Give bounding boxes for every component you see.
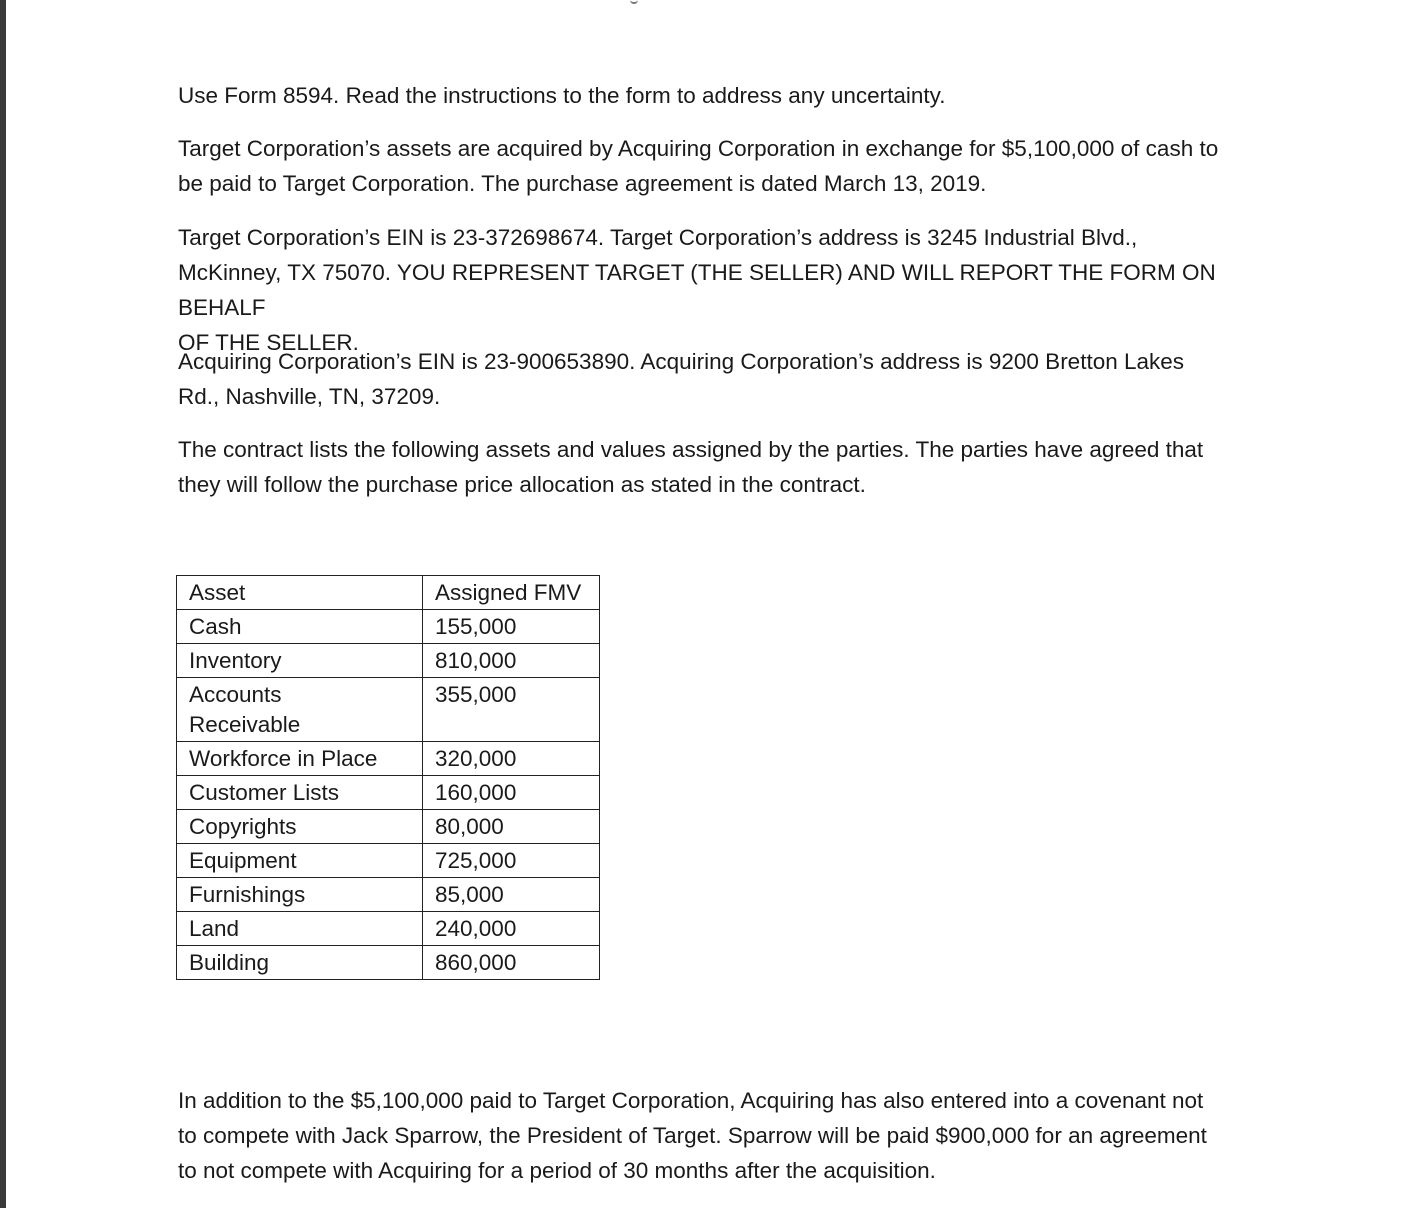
asset-name: Land [177, 912, 423, 946]
asset-fmv: 160,000 [423, 776, 600, 810]
acquiring-info-line-1: Acquiring Corporation’s EIN is 23-900653890. Acquiring Corporation’s address is 9200 Bretton Lakes [178, 349, 1185, 374]
acquiring-info-paragraph [178, 344, 1308, 414]
asset-name: Equipment [177, 844, 423, 878]
covenant-line-3: to not compete with Acquiring for a period of 30 months after the acquisition. [178, 1158, 936, 1183]
asset-fmv: 810,000 [423, 644, 600, 678]
asset-fmv: 860,000 [423, 946, 600, 980]
asset-name [177, 678, 423, 742]
asset-name-line-2: Receivable [189, 712, 301, 737]
asset-fmv: 355,000 [423, 678, 600, 742]
page-left-edge [0, 0, 6, 1208]
asset-name: Customer Lists [177, 776, 423, 810]
table-row [177, 644, 600, 678]
asset-fmv: 80,000 [423, 810, 600, 844]
asset-fmv: 320,000 [423, 742, 600, 776]
instruction-line: Use Form 8594. Read the instructions to the form to address any uncertainty. [178, 83, 946, 108]
covenant-paragraph [178, 1083, 1308, 1188]
asset-name: Cash [177, 610, 423, 644]
acquisition-line-2: be paid to Target Corporation. The purchase agreement is dated March 13, 2019. [178, 171, 987, 196]
table-row [177, 912, 600, 946]
contract-paragraph [178, 432, 1308, 502]
acquisition-paragraph [178, 131, 1308, 201]
target-info-line-2: McKinney, TX 75070. YOU REPRESENT TARGET (THE SELLER) AND WILL REPORT THE FORM ON BEHALF [178, 260, 1216, 320]
table-row [177, 776, 600, 810]
document-page [178, 0, 1308, 1208]
asset-allocation-table [176, 575, 600, 980]
target-info-line-1: Target Corporation’s EIN is 23-372698674. Target Corporation’s address is 3245 Industrial Blvd., [178, 225, 1138, 250]
asset-fmv: 85,000 [423, 878, 600, 912]
asset-name: Inventory [177, 644, 423, 678]
target-info-line-3: OF THE SELLER. [178, 330, 359, 355]
instruction-paragraph [178, 78, 1308, 113]
table-row [177, 742, 600, 776]
asset-name: Furnishings [177, 878, 423, 912]
table-row [177, 810, 600, 844]
target-info-paragraph [178, 220, 1308, 360]
table-row [177, 946, 600, 980]
acquisition-line-1: Target Corporation’s assets are acquired by Acquiring Corporation in exchange for $5,100,000 of cash to [178, 136, 1219, 161]
contract-line-2: they will follow the purchase price allocation as stated in the contract. [178, 472, 866, 497]
covenant-line-2: to compete with Jack Sparrow, the President of Target. Sparrow will be paid $900,000 for an agreement [178, 1123, 1207, 1148]
asset-name: Workforce in Place [177, 742, 423, 776]
table-row [177, 878, 600, 912]
cursor-mark [630, 0, 638, 4]
covenant-line-1: In addition to the $5,100,000 paid to Target Corporation, Acquiring has also entered into a covenant not [178, 1088, 1204, 1113]
acquiring-info-line-2: Rd., Nashville, TN, 37209. [178, 384, 441, 409]
asset-fmv: 155,000 [423, 610, 600, 644]
header-asset: Asset [177, 576, 423, 610]
asset-name: Building [177, 946, 423, 980]
table-header-row [177, 576, 600, 610]
table-row [177, 610, 600, 644]
table-row [177, 678, 600, 742]
asset-fmv: 240,000 [423, 912, 600, 946]
asset-name: Copyrights [177, 810, 423, 844]
table-row [177, 844, 600, 878]
header-assigned-fmv: Assigned FMV [423, 576, 600, 610]
contract-line-1: The contract lists the following assets and values assigned by the parties. The parties have agreed that [178, 437, 1204, 462]
asset-name-line-1: Accounts [189, 682, 282, 707]
asset-fmv: 725,000 [423, 844, 600, 878]
